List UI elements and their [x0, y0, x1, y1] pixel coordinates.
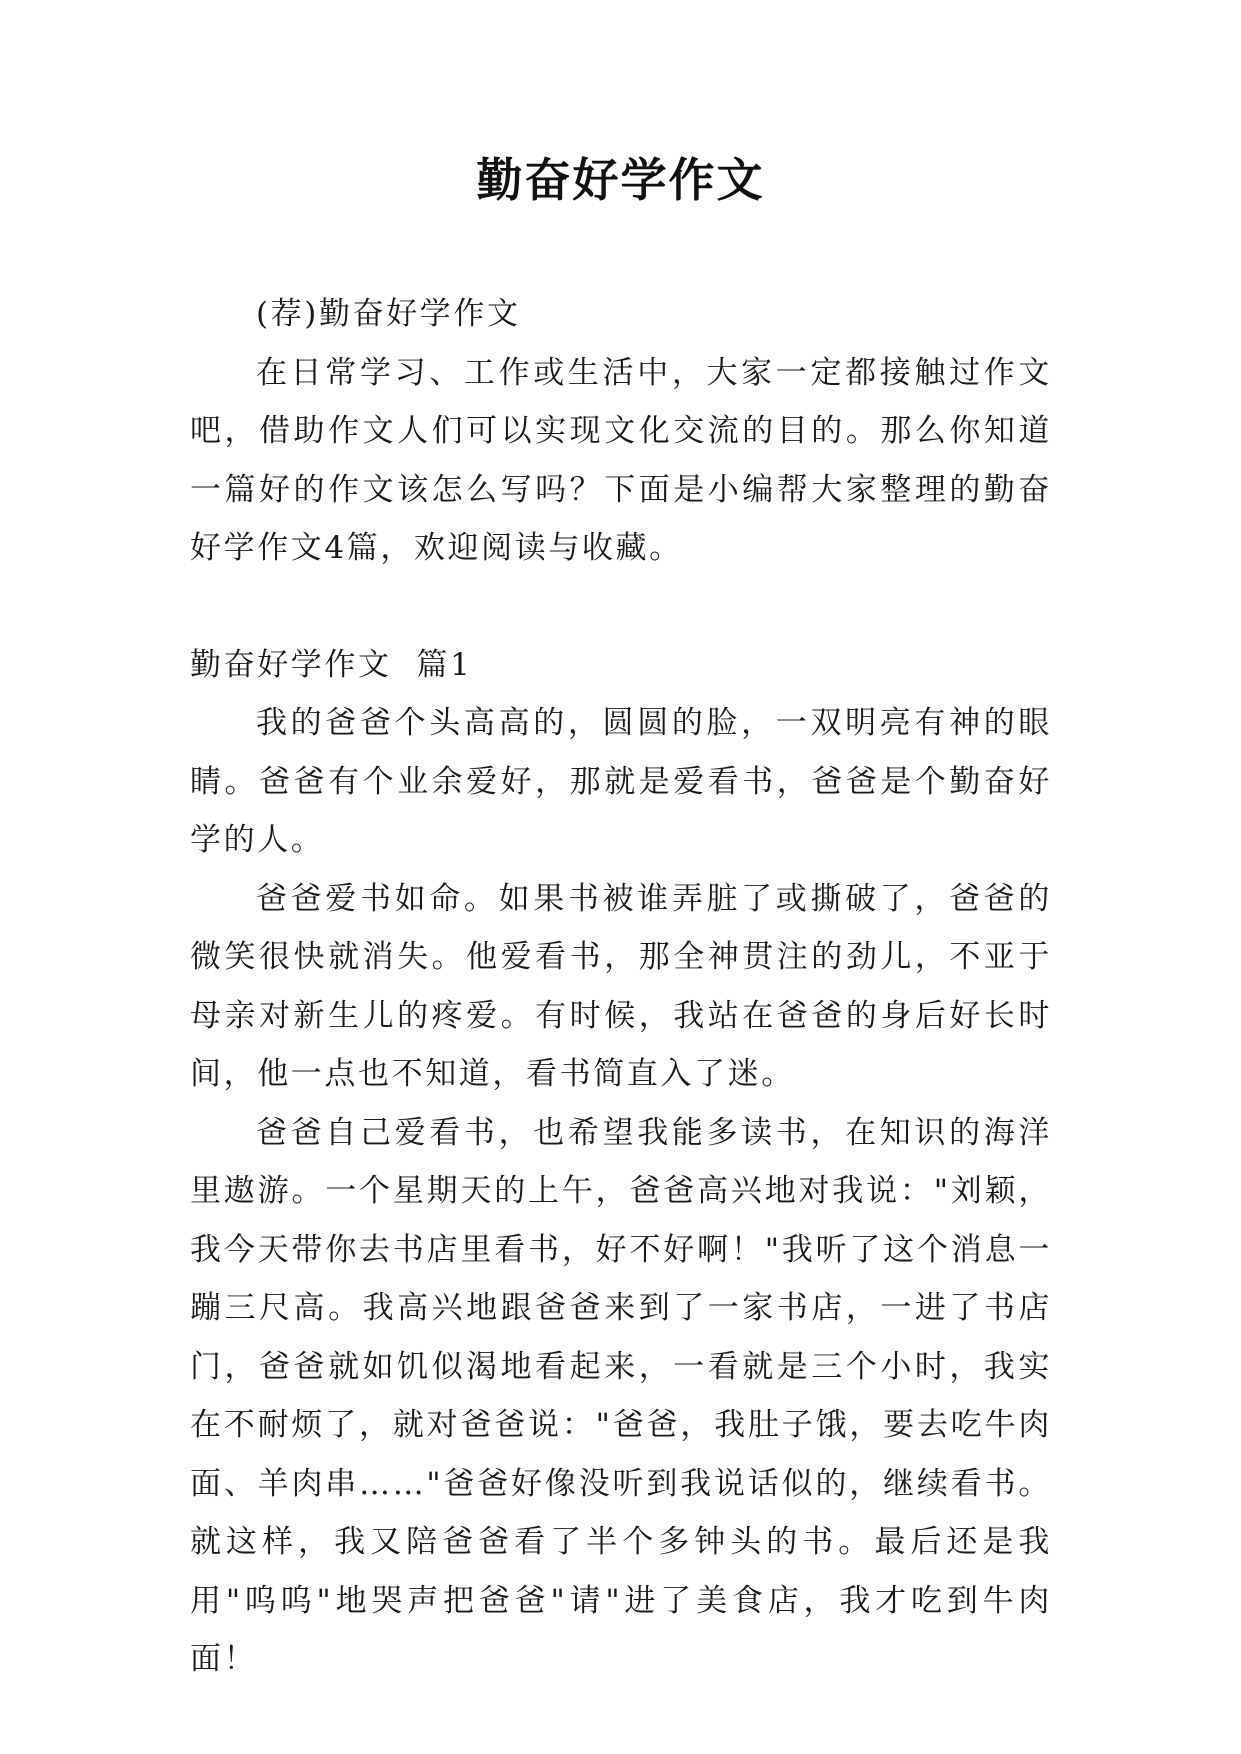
- section-paragraph: 爸爸爱书如命。如果书被谁弄脏了或撕破了，爸爸的微笑很快就消失。他爱看书，那全神贯注的劲儿，不亚于母亲对新生儿的疼爱。有时候，我站在爸爸的身后好长时间，他一点也不知道，看书简直入了迷。: [190, 880, 1052, 1092]
- document-title: 勤奋好学作文: [476, 153, 765, 207]
- intro-paragraph-recommended: (荐)勤奋好学作文: [256, 296, 521, 332]
- section-heading: 勤奋好学作文 篇1: [190, 646, 473, 683]
- section-paragraph: 我的爸爸个头高高的，圆圆的脸，一双明亮有神的眼睛。爸爸有个业余爱好，那就是爱看书，爸爸是个勤奋好学的人。: [190, 705, 1052, 858]
- section-paragraph: 爸爸自己爱看书，也希望我能多读书，在知识的海洋里遨游。一个星期天的上午，爸爸高兴地对我说："刘颖，我今天带你去书店里看书，好不好啊！"我听了这个消息一蹦三尺高。我高兴地跟爸爸来到了一家书店，一进了书店门，爸爸就如饥似渴地看起来，一看就是三个小时，我实在不耐烦了，就对爸爸说："爸爸，我肚子饿，要去吃牛肉面、羊肉串……"爸爸好像没听到我说话似的，继续看书。就这样，我又陪爸爸看了半个多钟头的书。最后还是我用"呜呜"地哭声把爸爸"请"进了美食店，我才吃到牛肉面！: [190, 1114, 1052, 1677]
- document-body: [190, 285, 1052, 1689]
- intro-paragraph: 在日常学习、工作或生活中，大家一定都接触过作文吧，借助作文人们可以实现文化交流的目的。那么你知道一篇好的作文该怎么写吗？下面是小编帮大家整理的勤奋好学作文4篇，欢迎阅读与收藏。: [190, 354, 1052, 566]
